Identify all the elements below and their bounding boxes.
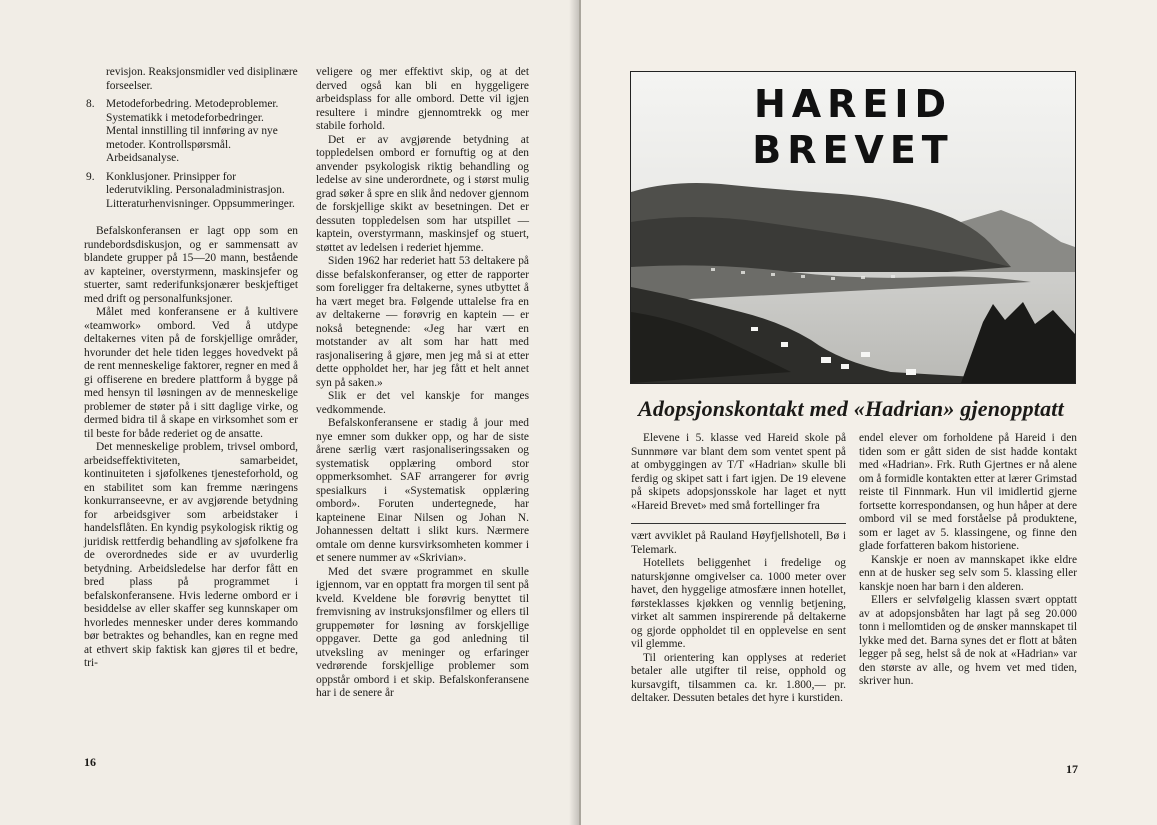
list-item-number: 9.: [86, 170, 95, 183]
course-topic-list: [84, 66, 298, 211]
paragraph: Befalskonferansen er lagt opp som en rundebordsdiskusjon, og er sammensatt av blandete grupper på 15—20 mann, bestående av kapteiner, overstyrmenn, maskinsjefer og stuerter, samt rederifunksjonærer beskjeftiget med drift og personalfunksjoner.: [84, 225, 298, 305]
paragraph: veligere og mer effektivt skip, og at det derved også kan bli en hyggeligere arbeidsplass for alle ombord. Dette vil igjen resultere i mindre gjennomtrekk og mer stabile forhold.: [316, 66, 529, 132]
paragraph: Kanskje er noen av mannskapet ikke eldre enn at de husker seg selv som 5. klassing eller kanskje noen har barn i den alderen.: [859, 553, 1077, 593]
list-item-text: Metodeforbedring. Metodeproblemer. Systematikk i metodeforbedringer. Mental innstilling til innføring av nye metoder. Kontrollspørsmål. Arbeidsanalyse.: [106, 98, 279, 164]
right-page: [581, 0, 1157, 825]
paragraph: Til orientering kan opplyses at rederiet betaler alle utgifter til reise, opphold og kursavgift, tilsammen ca. kr. 1.800,— pr. deltaker. Dessuten betales det hyre i kurstiden.: [631, 651, 846, 704]
list-item-text: Konklusjoner. Prinsipper for lederutvikling. Personaladministrasjon. Litteraturhenvisninger. Oppsummeringer.: [106, 170, 295, 210]
paragraph: Slik er det vel kanskje for manges vedkommende.: [316, 390, 529, 416]
left-column-2: [316, 66, 529, 701]
paragraph: Det menneskelige problem, trivsel ombord, arbeidseffektiviteten, samarbeidet, kontinuiteten i sjøfolkenes tjenesteforhold, og en stabilitet som kan fremme næringens konkurranseevne, er av avgjørende betydning for arbeidsgiver som arbeidstaker i handelsflåten. En kyndig psykologisk riktig og juridisk rettferdig behandling av sjøfolkene fra de overordnedes side er av uvurderlig betydning. Arbeidsledelse har derfor fått en bred plass på programmet i befalskonferansene. Hvis lederne ombord er i besiddelse av eller skaffer seg kunnskaper om hvorledes mennesker under deres kommando bør betraktes og behandles, kan en regne med at ethvert skip faktisk kan gjøres til et bedre, tri-: [84, 441, 298, 669]
paragraph: Målet med konferansene er å kultivere «teamwork» ombord. Ved å utdype deltakernes viten på de forskjellige områder, hvorunder det hele tiden legges hovedvekt på de rent menneskelige faktorer, regner en med å gi offiserene en bredere plattform å bygge på med hensyn til løsningen av de menneskelige problemer de støter på i sitt daglige virke, og dermed bidra til å skape en virksomhet som er til beste for både rederiet og de ansatte.: [84, 306, 298, 440]
list-item-text: revisjon. Reaksjonsmidler ved disiplinære forseelser.: [106, 66, 298, 92]
section-divider: [631, 523, 846, 524]
list-item-number: 8.: [86, 98, 95, 110]
paragraph: Med det svære programmet en skulle igjennom, var en opptatt fra morgen til sent på kveld. Kveldene ble forøvrig benyttet til fremvisning av instruksjonsfilmer og ellers til gruppemøter for løsning av forskjellige oppgaver. Dette ga god anledning til utveksling av meninger og erfaringer vedrørende forskjellige problemer som oppstår ombord i et skip. Befalskonferansene har i de senere år: [316, 565, 529, 699]
page-number: 16: [84, 755, 96, 769]
list-item: [84, 171, 298, 212]
list-item: [84, 66, 298, 93]
paragraph: Det er av avgjørende betydning at toppledelsen ombord er fornuftig og at den anvender psykologisk riktig behandling og ledelse av sine underordnete, og i størst mulig grad søker å spre en slik ånd nedover gjennom de forskjellige skikt av besetningen. Det er dessuten toppledelsen som har utspillet — kaptein, overstyrmann, maskinsjef og stuert, støttet av ledelsen i rederiet hjemme.: [316, 133, 529, 254]
hareid-photo: [630, 71, 1076, 384]
photo-title-line-1: HAREID: [753, 82, 953, 126]
right-column-1: [631, 432, 846, 706]
list-item: [84, 98, 298, 166]
paragraph: Ellers er selvfølgelig klassen svært opptatt av at adopsjonsbåten har lagt på seg 20.000 tonn i mellomtiden og de ønsker mannskapet til lykke med det. Barna synes det er flott at båten legger på seg, helst så de nok at «Hadrian» var den største av alle, og hvem vet med tiden, skriver hun.: [859, 594, 1077, 687]
page-number: 17: [1066, 762, 1078, 776]
paragraph: vært avviklet på Rauland Høyfjellshotell, Bø i Telemark.: [631, 530, 846, 556]
right-column-2: [859, 432, 1077, 689]
paragraph: Elevene i 5. klasse ved Hareid skole på Sunnmøre var blant dem som ventet spent på at ombyggingen av T/T «Hadrian» skulle bli ferdig og skipet satt i fart igjen. De 19 elevene på skipets adopsjonsskole har laget et nytt «Hareid Brevet» med små fortellinger fra: [631, 432, 846, 512]
left-column-1: [84, 66, 298, 671]
paragraph: Hotellets beliggenhet i fredelige og naturskjønne omgivelser ca. 1000 meter over havet, den hyggelige atmosfære innen hotellet, førsteklasses kjøkken og vennlig betjening, virket alt sammen inspirerende på deltakerne og gjorde oppholdet til en opplevelse en sent vil glemme.: [631, 557, 846, 650]
photo-title-line-2: BREVET: [752, 128, 954, 172]
paragraph: Befalskonferansene er stadig å jour med nye emner som dukker opp, og har de siste årene særlig vært rasjonaliseringssaken og systematisk opplæring ombord stor oppmerksomhet. SAF arrangerer for øvrig spesialkurs i «Systematisk opplæring ombord». Foruten undertegnede, har kapteinene Einar Nilsen og Johan N. Johannessen deltatt i slikt kurs. Nærmere omtale om denne kursvirksomheten kommer i et senere nummer av «Skrivian».: [316, 417, 529, 564]
article-headline: Adopsjonskontakt med «Hadrian» gjenopptatt: [638, 396, 1064, 421]
paragraph: endel elever om forholdene på Hareid i den tiden som er gått siden de sist hadde kontakt med «Hadrian». Frk. Ruth Gjertnes er nå alene om å formidle kontakten etter at lærer Grimstad reiste til Finnmark. Hun vil imidlertid gjerne fortsette korrespondansen, og hun håper at dere ombord vil se med forståelse på produktene, som er laget av 5. klassingene, og finne den glade forfatteren bakom historiene.: [859, 432, 1077, 552]
paragraph: Siden 1962 har rederiet hatt 53 deltakere på disse befalskonferanser, og etter de rapporter som foreligger fra deltakerne, synes utbyttet å ha vært meget bra. Følgende uttalelse fra en av deltakerne — forøvrig en kaptein — er nokså betegnende: «Jeg har vært en motstander av alt som har hatt med rasjonalisering å gjøre, men jeg må si at etter dette oppholdet her, har jeg fått et helt annet syn på saken.»: [316, 255, 529, 389]
